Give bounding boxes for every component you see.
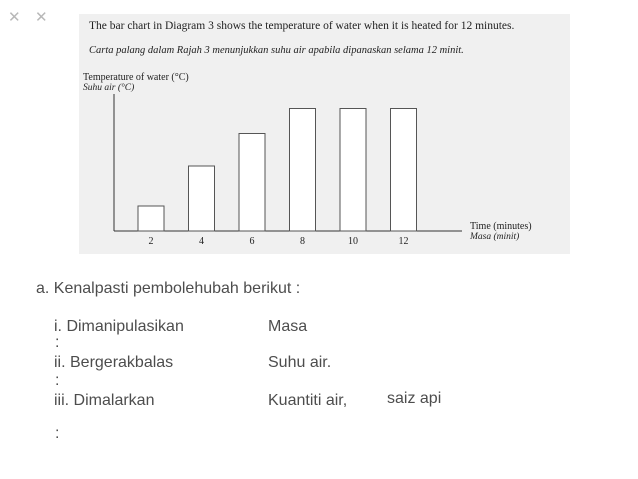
row-1-label: i. Dimanipulasikan [54, 318, 184, 335]
x-tick-label: 2 [148, 236, 154, 247]
x-axis-label: Time (minutes) [470, 221, 532, 232]
x-tick-label: 10 [348, 236, 358, 247]
y-axis-label-alt: Suhu air (°C) [83, 83, 135, 93]
x-tick-label: 6 [249, 236, 255, 247]
bar-8 [290, 109, 316, 232]
chart-caption-en: The bar chart in Diagram 3 shows the temperature of water when it is heated for 12 minutes. [89, 20, 515, 32]
bar-12 [391, 109, 417, 232]
bar-4 [189, 166, 215, 231]
y-axis-label: Temperature of water (°C) [83, 72, 189, 83]
row-3-extra: saiz api [387, 390, 442, 407]
bar-6 [239, 134, 265, 232]
chart-caption-my: Carta palang dalam Rajah 3 menunjukkan suhu air apabila dipanaskan selama 12 minit. [89, 45, 464, 56]
row-2-label: ii. Bergerakbalas [54, 354, 174, 371]
row-1-answer: Masa [268, 318, 308, 335]
x-tick-label: 8 [300, 236, 305, 247]
bar-2 [138, 206, 164, 231]
row-2-colon: : [55, 372, 60, 389]
row-3-label: iii. Dimalarkan [54, 392, 155, 409]
bar-10 [340, 109, 366, 232]
row-2-answer: Suhu air. [268, 354, 332, 371]
x-tick-label: 4 [199, 236, 204, 247]
x-mark-icon: ✕ [8, 8, 21, 26]
question-text: a. Kenalpasti pembolehubah berikut : [36, 280, 301, 297]
x-tick-label: 12 [398, 236, 409, 247]
x-mark-icon: ✕ [35, 8, 48, 26]
x-axis-label-alt: Masa (minit) [470, 232, 520, 242]
row-1-colon: : [55, 334, 60, 351]
bar-chart [79, 14, 570, 254]
chart-figure [79, 14, 570, 254]
row-3-answer: Kuantiti air, [268, 392, 348, 409]
row-3-colon: : [55, 425, 60, 442]
